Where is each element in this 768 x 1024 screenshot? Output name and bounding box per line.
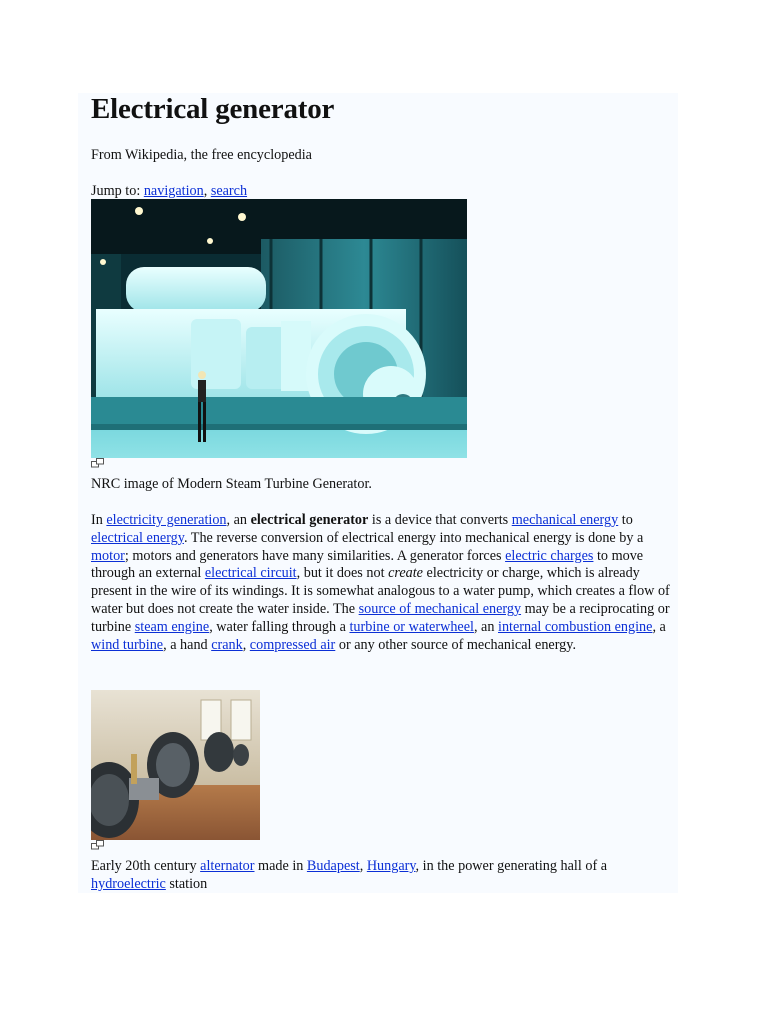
magnify-icon[interactable] <box>91 458 104 468</box>
link-motor[interactable]: motor <box>91 547 125 564</box>
navigation-link[interactable]: navigation <box>143 183 204 199</box>
intro-text: , a hand <box>163 636 212 653</box>
link-wind-turbine[interactable]: wind turbine <box>91 636 164 653</box>
intro-text: , water falling through a <box>209 618 350 635</box>
link-electrical-energy[interactable]: electrical energy <box>91 529 184 546</box>
link-electricity-generation[interactable]: electricity generation <box>106 512 227 528</box>
page-title: Electrical generator <box>91 93 335 125</box>
intro-paragraph <box>91 512 676 654</box>
intro-text: . The reverse conversion of electrical energy into mechanical energy is done by a <box>183 529 644 546</box>
caption-text: Early 20th century <box>91 858 201 874</box>
link-alternator[interactable]: alternator <box>200 858 255 874</box>
link-hydroelectric[interactable]: hydroelectric <box>91 875 166 892</box>
alternator-hall-image[interactable] <box>91 690 260 840</box>
link-crank[interactable]: crank <box>211 636 243 653</box>
link-compressed-air[interactable]: compressed air <box>249 636 336 653</box>
intro-text: to move through an external <box>91 547 644 582</box>
link-mechanical-energy[interactable]: mechanical energy <box>511 512 619 528</box>
figure1-caption: NRC image of Modern Steam Turbine Generator. <box>91 476 372 492</box>
search-link[interactable]: search <box>210 183 248 199</box>
link-turbine-or-waterwheel[interactable]: turbine or waterwheel <box>349 618 474 635</box>
emphasis-create: create <box>388 565 423 582</box>
intro-text: is a device that converts <box>368 512 512 528</box>
link-internal-combustion-engine[interactable]: internal combustion engine <box>498 618 653 635</box>
term-electrical-generator: electrical generator <box>250 512 369 528</box>
link-budapest[interactable]: Budapest <box>306 858 360 874</box>
link-electrical-circuit[interactable]: electrical circuit <box>204 565 297 582</box>
figure2-caption <box>91 858 676 894</box>
intro-text: , an <box>473 618 498 635</box>
intro-text: to <box>618 512 633 528</box>
intro-text: , <box>242 636 250 653</box>
intro-text: electricity or charge, which is already present in the wire of its windings. It is somewhat analogous to a water pump, which creates a flow of water but does not create the water inside. The <box>91 565 670 617</box>
link-electric-charges[interactable]: electric charges <box>505 547 594 564</box>
intro-text: , a <box>652 618 666 635</box>
jump-separator: , <box>203 183 211 199</box>
intro-text: or any other source of mechanical energy. <box>335 636 576 653</box>
magnify-icon[interactable] <box>91 840 104 850</box>
caption-text: made in <box>254 858 307 874</box>
link-hungary[interactable]: Hungary <box>366 858 416 874</box>
intro-text: In <box>91 512 107 528</box>
caption-text: station <box>165 875 208 892</box>
jump-prefix: Jump to: <box>91 183 144 199</box>
intro-text: , an <box>226 512 251 528</box>
tagline: From Wikipedia, the free encyclopedia <box>91 147 312 163</box>
caption-text: , in the power generating hall of a <box>415 858 608 874</box>
caption-text: , <box>359 858 367 874</box>
link-source-of-mechanical-energy[interactable]: source of mechanical energy <box>358 600 522 617</box>
steam-turbine-generator-image[interactable] <box>91 199 467 458</box>
intro-text: ; motors and generators have many similarities. A generator forces <box>124 547 506 564</box>
intro-text: may be a reciprocating or turbine <box>91 600 670 635</box>
link-steam-engine[interactable]: steam engine <box>134 618 210 635</box>
intro-text: , but it does not <box>296 565 389 582</box>
